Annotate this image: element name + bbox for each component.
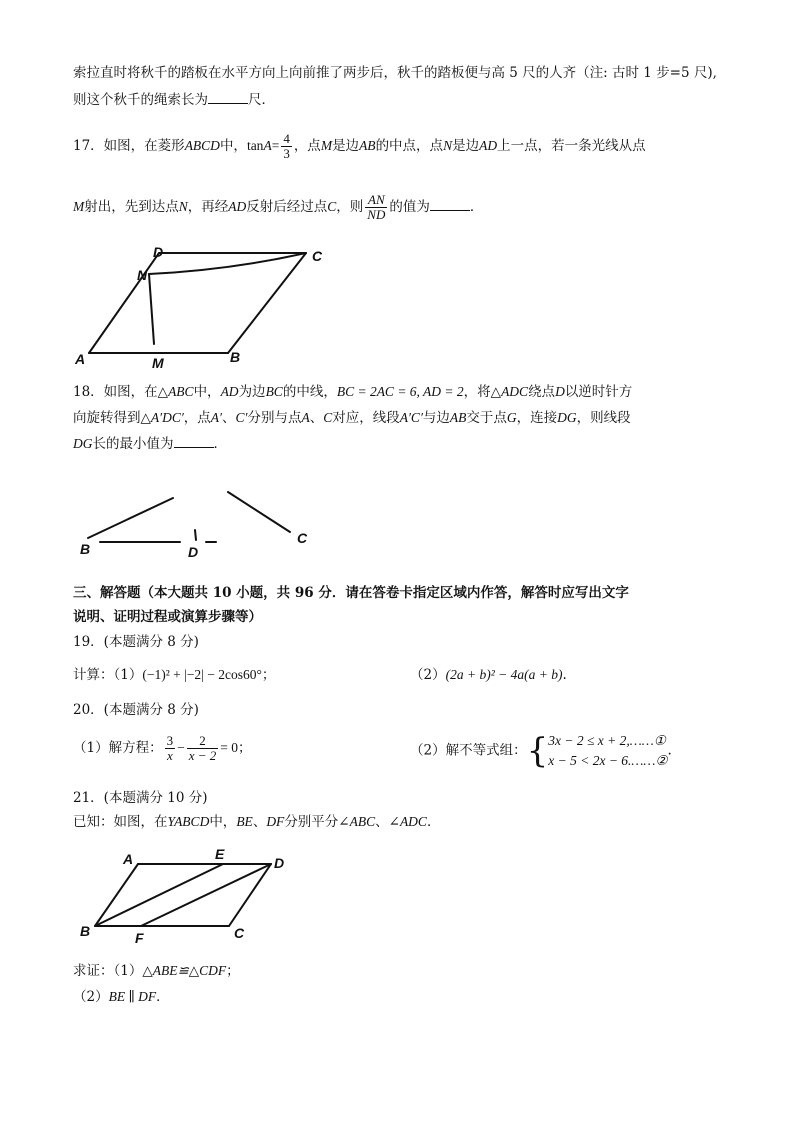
- q21-text: 求证：（1）△: [73, 963, 153, 979]
- q18-text: ，将△: [463, 384, 502, 400]
- triangle-figure: [70, 480, 330, 565]
- fraction-numerator: 2: [187, 734, 219, 749]
- label-b: B: [80, 541, 91, 557]
- math-var: C′: [235, 410, 248, 425]
- math-var: A: [263, 138, 272, 153]
- label-a: A: [75, 351, 86, 367]
- math-var: DF: [266, 814, 285, 829]
- q17-text: 射出，先到达点: [84, 199, 179, 215]
- q18-text: 对应，线段: [332, 410, 400, 426]
- inequality-2: x − 5 < 2x − 6.……②: [548, 753, 668, 768]
- inequality-system: [548, 731, 667, 771]
- q21-text: 、: [252, 814, 267, 830]
- q21-given: [73, 813, 440, 831]
- q17-text: ，点: [293, 138, 321, 154]
- q19-text: .: [562, 667, 567, 683]
- q16-line-2: [73, 91, 275, 109]
- ratio-fraction: [365, 193, 387, 222]
- q18-line-2: [73, 409, 631, 427]
- q20-label: （2）解不等式组：: [410, 742, 527, 759]
- section-3-heading-line-2: 说明、证明过程或演算步骤等）: [73, 609, 262, 625]
- math-var: AB: [359, 138, 376, 153]
- label-m: M: [152, 355, 164, 371]
- math-expr: BC = 2AC = 6, AD = 2: [336, 384, 464, 399]
- q21-prove-1: [73, 962, 240, 980]
- side-ad: [89, 253, 159, 353]
- math-var: A: [301, 410, 310, 425]
- q21-text: 分别平分∠: [284, 814, 350, 830]
- fraction-denominator: x − 2: [188, 748, 217, 763]
- q21-text: ．: [426, 814, 441, 830]
- fraction-numerator: AN: [365, 193, 387, 208]
- label-d: D: [274, 855, 285, 871]
- q18-line-3: [73, 435, 227, 453]
- math-var: ABC: [168, 384, 194, 399]
- q21-text: 、∠: [375, 814, 400, 830]
- label-d: D: [153, 244, 164, 260]
- q18-text: 的中线，: [282, 384, 337, 400]
- math-var: A′C′: [399, 410, 423, 425]
- math-var: DG: [557, 410, 577, 425]
- q17-text: 中，: [219, 138, 247, 154]
- math-var: C: [327, 199, 337, 214]
- fraction-numerator: 4: [283, 131, 290, 146]
- q20-label: （1）解方程：: [73, 740, 163, 756]
- q18-text: 、: [309, 410, 324, 426]
- math-expr: (−1)² + |−2| − 2cos60°: [142, 667, 262, 682]
- q18-text: 分别与点: [247, 410, 302, 426]
- fraction-denominator: 3: [283, 146, 290, 161]
- fraction-denominator: ND: [367, 207, 386, 222]
- math-var: C: [323, 410, 333, 425]
- parallelogram-figure: [75, 840, 300, 945]
- tick-mark: [195, 530, 196, 540]
- math-var: BE: [236, 814, 253, 829]
- q20-heading: 20．(本题满分 8 分): [73, 702, 199, 718]
- q20-part-1: [73, 734, 252, 763]
- math-var: ADC: [399, 814, 427, 829]
- fraction-numerator: 3: [166, 733, 174, 748]
- q17-text: 的值为: [389, 199, 430, 215]
- side-cb: [228, 253, 306, 353]
- q18-text: 为边: [238, 384, 266, 400]
- q19-label: （2）: [410, 667, 446, 683]
- label-e: E: [215, 846, 225, 862]
- answer-blank: [208, 91, 248, 104]
- q21-text: 已知：如图，在: [73, 814, 168, 830]
- q19-heading: 19．(本题满分 8 分): [73, 634, 199, 650]
- q17-text: 17．如图，在菱形: [73, 138, 185, 154]
- q21-text: 中，: [209, 814, 237, 830]
- segment-mn: [149, 274, 154, 344]
- q18-text: 、: [222, 410, 236, 426]
- q18-text: ，则线段: [576, 410, 631, 426]
- q19-part-1: [73, 666, 275, 684]
- q18-line-1: [73, 383, 632, 401]
- q16-line-1: 索拉直时将秋千的踏板在水平方向上向前推了两步后，秋千的踏板便与高 5 尺的人齐（注: 古时 1 步=5 尺),: [73, 65, 717, 81]
- q18-text: 绕点: [528, 384, 556, 400]
- math-var: A′DC′: [150, 410, 184, 425]
- segment-nc: [149, 253, 306, 274]
- q16-unit: 尺．: [248, 92, 275, 108]
- fraction-denominator: x: [166, 748, 173, 763]
- label-c: C: [297, 530, 308, 546]
- q19-part-2: [410, 666, 567, 684]
- q17-text: ．: [469, 199, 484, 215]
- math-op: −: [177, 740, 185, 755]
- math-var: ADC: [501, 384, 529, 399]
- brace-icon: {: [526, 731, 549, 771]
- q21-text: ；: [226, 963, 240, 979]
- segment-ba: [88, 498, 173, 538]
- math-expr: (2a + b)² − 4a(a + b): [445, 667, 563, 682]
- q21-text: ．: [156, 989, 170, 1005]
- label-f: F: [135, 930, 144, 945]
- math-expr: BE ∥ DF: [108, 989, 157, 1004]
- q17-text: ，再经: [187, 199, 229, 215]
- q21-prove-2: [73, 988, 170, 1006]
- q17-text: 是边: [332, 138, 360, 154]
- q18-text: 与边: [422, 410, 450, 426]
- q17-text: 的中点，点: [375, 138, 444, 154]
- section-3-heading-line-1: 三、解答题（本大题共 10 小题，共 96 分．请在答卷卡指定区域内作答，解答时应写出文字: [73, 585, 629, 601]
- math-var: G: [506, 410, 517, 425]
- math-var: AD: [220, 384, 239, 399]
- math-var: M: [320, 138, 333, 153]
- q17-line-1: [73, 132, 646, 161]
- q21-heading: 21．(本题满分 10 分): [73, 790, 208, 806]
- label-c: C: [234, 925, 245, 941]
- q19-text: ；: [261, 667, 276, 683]
- label-c: C: [312, 248, 323, 264]
- q17-text: 反射后经过点: [246, 199, 328, 215]
- label-a: A: [123, 851, 134, 867]
- math-var: ABCD: [184, 138, 220, 153]
- math-var: M: [73, 199, 85, 214]
- math-expr: = 0: [220, 740, 239, 755]
- q18-text: ．: [213, 436, 227, 452]
- q18-text: 以逆时针方: [564, 384, 633, 400]
- q17-text: 是边: [452, 138, 480, 154]
- q20-part-2: [410, 731, 672, 771]
- math-var: YABCD: [167, 814, 210, 829]
- side-ba: [95, 864, 138, 926]
- q17-text: 上一点，若一条光线从点: [497, 138, 646, 154]
- answer-blank: [174, 435, 214, 448]
- q21-text: （2）: [73, 989, 109, 1005]
- q20-text: ；: [238, 740, 252, 756]
- q18-text: ，点: [183, 410, 211, 426]
- math-var: AD: [228, 199, 247, 214]
- math-expr: ABE≌△CDF: [152, 963, 227, 978]
- label-d: D: [188, 544, 199, 560]
- math-var: BC: [265, 384, 283, 399]
- math-func: tan: [246, 138, 264, 153]
- q19-label: 计算：（1）: [73, 667, 143, 683]
- math-var: A′: [210, 410, 222, 425]
- q18-text: 中，: [193, 384, 221, 400]
- math-var: AB: [449, 410, 467, 425]
- q18-text: 向旋转得到△: [73, 410, 151, 426]
- label-b: B: [80, 923, 91, 939]
- answer-blank: [430, 198, 470, 211]
- tan-fraction: [281, 132, 292, 161]
- q17-text: ，则: [336, 199, 364, 215]
- math-var: D: [555, 384, 565, 399]
- math-var: ABC: [349, 814, 376, 829]
- q17-line-2: [73, 193, 483, 222]
- label-b: B: [230, 349, 241, 365]
- math-op: =: [271, 138, 280, 153]
- inequality-1: 3x − 2 ≤ x + 2,……①: [548, 733, 666, 748]
- label-n: N: [137, 267, 148, 283]
- q16-text: 则这个秋千的绳索长为: [73, 92, 208, 108]
- math-var: N: [178, 199, 188, 214]
- math-var: DG: [73, 436, 93, 451]
- q18-text: 长的最小值为: [92, 436, 174, 452]
- fraction-2: [187, 734, 219, 763]
- rhombus-figure: [70, 240, 340, 375]
- q18-text: 18．如图，在△: [73, 384, 169, 400]
- fraction-1: [165, 734, 176, 763]
- math-var: AD: [479, 138, 498, 153]
- math-var: N: [443, 138, 453, 153]
- q18-text: 交于点: [466, 410, 507, 426]
- q18-text: ，连接: [516, 410, 558, 426]
- segment-ac: [228, 492, 290, 532]
- q20-text: .: [667, 742, 672, 759]
